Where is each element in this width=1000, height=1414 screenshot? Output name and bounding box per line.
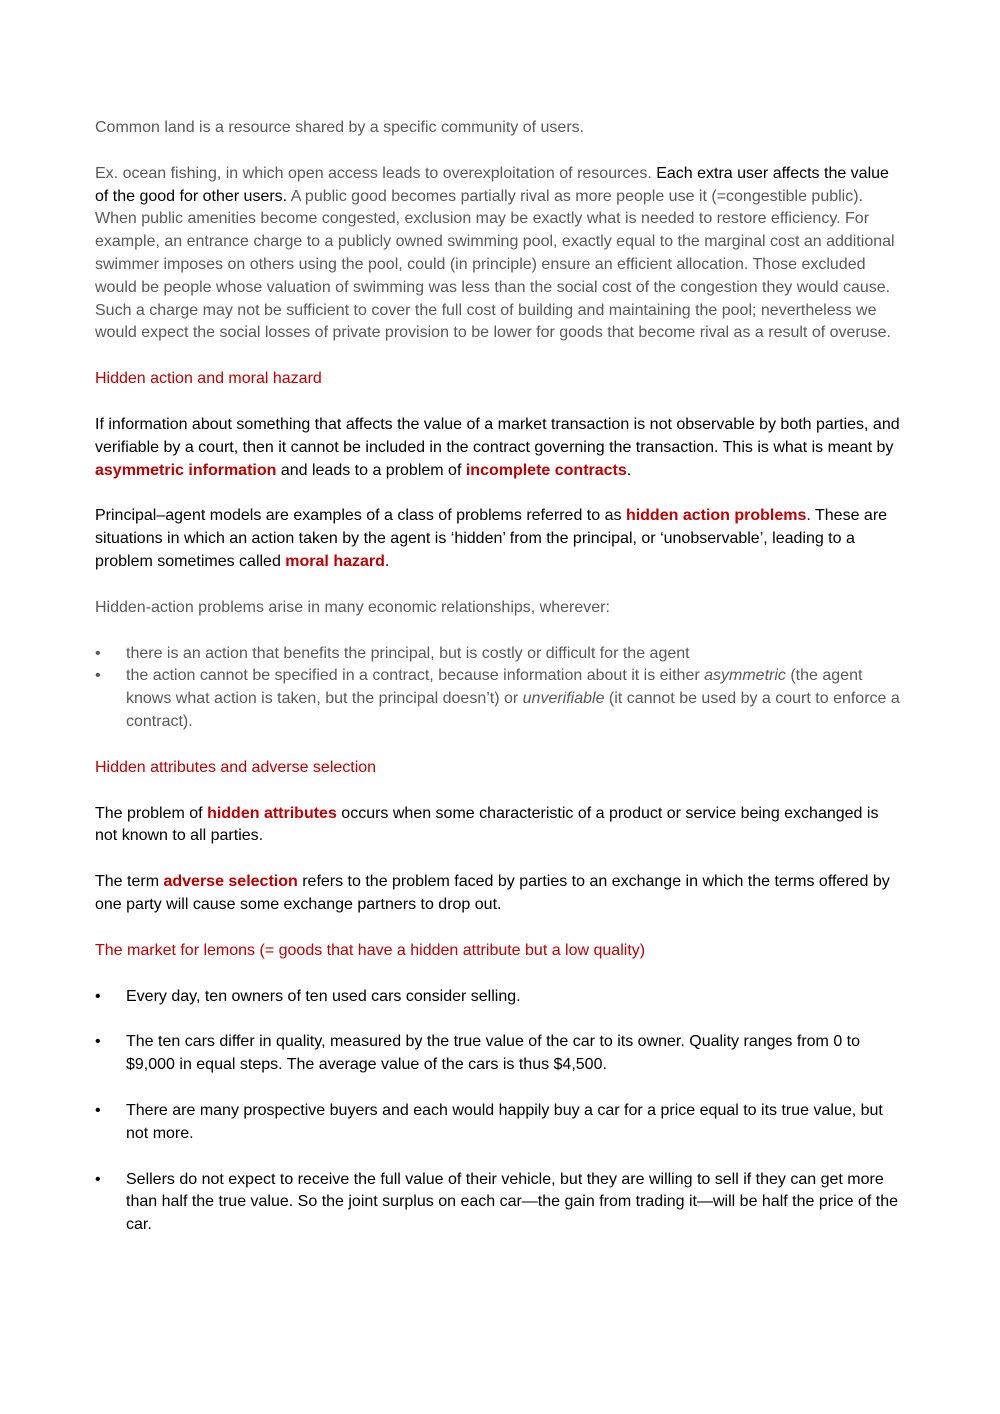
text-span: A public good becomes partially rival as more people use it (=congestible public). When public amenities become congested, exclusion may be exactly what is needed to restore efficiency. For example, an entrance charge to a publicly owned swimming pool, exactly equal to the marginal cost an additional swimmer imposes on others using the pool, could (in principle) ensure an efficient allocation. Those excluded would be people whose valuation of swimming was less than the social cost of the congestion they would cause. Such a charge may not be sufficient to cover the full cost of building and maintaining the pool; nevertheless we would expect the social losses of private provision to be lower for goods that become rival as a result of overuse. [95,187,895,342]
paragraph-common-land: Common land is a resource shared by a specific community of users. [95,119,585,136]
text-span: . These are situations in which an action taken by the agent is ‘hidden’ from the principal, or ‘unobservable’, leading to a problem sometimes called [95,507,888,570]
list-item: • There are many prospective buyers and each would happily buy a car for a price equal to its true value, but not more. [95,1100,905,1146]
text-span: Ex. ocean fishing, in which open access leads to overexploitation of resources. [95,164,657,182]
bullet-list-lemons [95,986,905,1237]
text-span: The problem of [95,804,208,822]
paragraph-adverse-selection [95,871,905,917]
paragraph-principal-agent [95,505,905,573]
section-heading-hidden-attributes: Hidden attributes and adverse selection [95,758,377,776]
list-item: • Every day, ten owners of ten used cars consider selling. [95,986,905,1009]
text-span: The term [95,873,164,891]
keyword-incomplete-contracts: incomplete contracts [465,461,627,479]
text-span: and leads to a problem of [276,461,466,479]
text-span-emphasis: Each extra user affects the value of the good for other users. [95,164,889,205]
text-span: . [626,461,632,479]
list-item: • there is an action that benefits the principal, but is costly or difficult for the agent [95,643,905,666]
text-span: If information about something that affects the value of a market transaction is not observable by both parties, and verifiable by a court, then it cannot be included in the contract governing the transaction. This is what is meant by [95,415,900,456]
text-span: . [384,552,390,570]
paragraph-congestible-public [95,163,905,345]
section-heading-market-for-lemons: The market for lemons (= goods that have a hidden attribute but a low quality) [95,941,646,959]
text-span: the action cannot be specified in a contract, because information about it is either [126,667,705,685]
paragraph-asymmetric-information [95,414,905,482]
keyword-asymmetric-information: asymmetric information [95,461,277,479]
text-span-italic: unverifiable [522,690,605,708]
list-item: • The ten cars differ in quality, measured by the true value of the car to its owner. Quality ranges from 0 to $9,000 in equal steps. The average value of the cars is thus $4,500. [95,1031,905,1077]
list-item: • Sellers do not expect to receive the full value of their vehicle, but they are willing to sell if they can get more than half the true value. So the joint surplus on each car—the gain from trading it—will be half the price of the car. [95,1169,905,1237]
document-page [95,117,905,1260]
text-span: Principal–agent models are examples of a class of problems referred to as [95,507,626,525]
keyword-moral-hazard: moral hazard [285,552,385,570]
text-span: refers to the problem faced by parties to an exchange in which the terms offered by one party will cause some exchange partners to drop out. [95,873,890,913]
keyword-hidden-action-problems: hidden action problems [625,507,807,525]
bullet-list-hidden-action [95,643,905,734]
keyword-hidden-attributes: hidden attributes [207,804,337,822]
text-span: occurs when some characteristic of a product or service being exchanged is not known to all parties. [95,804,879,845]
text-span-italic: asymmetric [704,667,786,685]
paragraph-hidden-action-intro: Hidden-action problems arise in many economic relationships, wherever: [95,598,610,616]
text-span: (it cannot be used by a court to enforce a contract). [126,690,900,730]
list-item [95,665,905,733]
keyword-adverse-selection: adverse selection [163,873,298,891]
section-heading-hidden-action: Hidden action and moral hazard [95,370,322,388]
text-span: (the agent knows what action is taken, but the principal doesn’t) or [126,667,863,708]
paragraph-hidden-attributes [95,803,905,849]
